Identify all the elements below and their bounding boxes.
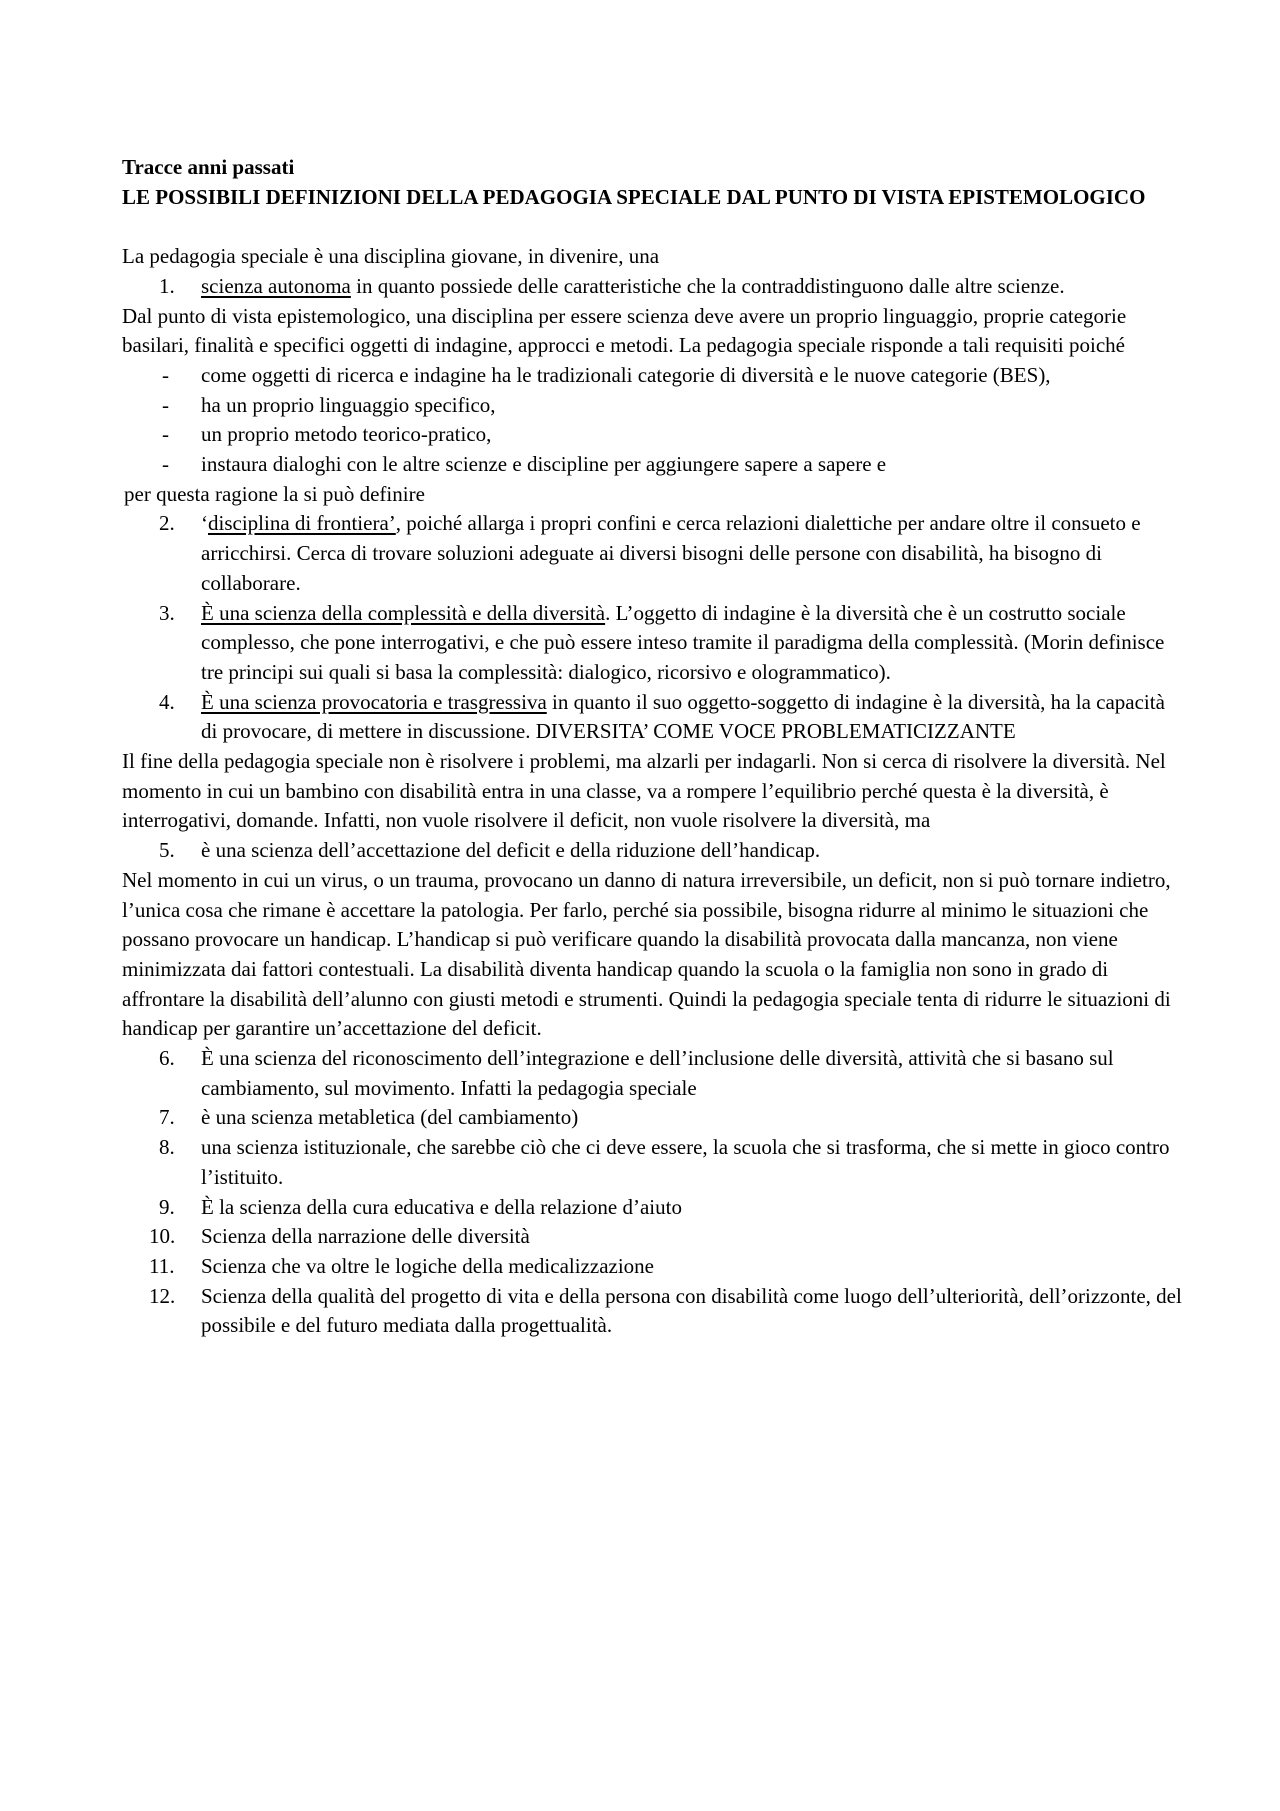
list-item-text: È la scienza della cura educativa e della relazione d’aiuto [201,1194,682,1219]
dash-item-text: instaura dialoghi con le altre scienze e discipline per aggiungere sapere a sapere e [201,452,887,477]
blank-line [122,212,1182,242]
paragraph-purpose: Il fine della pedagogia speciale non è risolvere i problemi, ma alzarli per indagarli. Non si cerca di risolvere la diversità. Nel momento in cui un bambino con disabilità entra in una classe, va a rompere l’equilibrio perché questa è la diversità, è interrogativi, domande. Infatti, non vuole risolvere il deficit, non vuole risolvere la diversità, ma [122,749,1166,833]
list-number: 1. [159,273,175,298]
list-number: 6. [159,1046,175,1071]
underlined-term: È una scienza provocatoria e trasgressiva [201,689,547,714]
list-number: 10. [149,1224,176,1249]
dash-list [122,361,1182,480]
dash-marker: - [162,392,169,417]
list-item-text: È una scienza del riconoscimento dell’integrazione e dell’inclusione delle diversità, attività che si basano sul cambiamento, sul movimento. Infatti la pedagogia speciale [201,1046,1114,1100]
list-item-12 [122,1282,1182,1341]
list-item-text: è una scienza metabletica (del cambiamento) [201,1105,579,1130]
dash-item-text: ha un proprio linguaggio specifico, [201,392,496,417]
dash-item [122,450,1182,480]
dash-marker: - [162,362,169,387]
document-title: LE POSSIBILI DEFINIZIONI DELLA PEDAGOGIA SPECIALE DAL PUNTO DI VISTA EPISTEMOLOGICO [122,184,1146,209]
list-item-3 [122,599,1182,688]
list-number: 3. [159,600,175,625]
list-item-text: Scienza della qualità del progetto di vita e della persona con disabilità come luogo dell’ulteriorità, dell’orizzonte, del possibile e del futuro mediata dalla progettualità. [201,1283,1182,1338]
list-item-text: una scienza istituzionale, che sarebbe ciò che ci deve essere, la scuola che si trasforma, che si mette in gioco contro l’istituito. [201,1135,1170,1189]
list-item-text: Scienza della narrazione delle diversità [201,1224,530,1249]
list-item-7 [122,1103,1182,1133]
underlined-term: scienza autonoma [201,273,351,298]
list-number: 7. [159,1105,175,1130]
list-item-1 [122,272,1182,302]
list-item-text: , poiché allarga i propri confini e cerca relazioni dialettiche per andare oltre il consueto e arricchirsi. Cerca di trovare soluzioni adeguate ai diversi bisogni delle persone con disabilità, ha bisogno di collaborare. [201,511,1141,595]
list-item-5 [122,836,1182,866]
list-item-text: in quanto il suo oggetto-soggetto di indagine è la diversità, ha la capacità di provocare, di mettere in discussione. DIVERSITA’ COME VOCE PROBLEMATICIZZANTE [201,689,1165,744]
list-item-8 [122,1133,1182,1192]
list-item-text: Scienza che va oltre le logiche della medicalizzazione [201,1254,655,1278]
list-number: 8. [159,1135,175,1160]
dash-item [122,420,1182,450]
paragraph-epistemology: Dal punto di vista epistemologico, una disciplina per essere scienza deve avere un proprio linguaggio, proprie categorie basilari, finalità e specifici oggetti di indagine, approcci e metodi. La pedagogia speciale risponde a tali requisiti poiché [122,303,1127,358]
dash-marker: - [162,452,169,477]
list-item-4 [122,688,1182,747]
numbered-list-tail [122,1044,1182,1341]
list-number: 9. [159,1194,175,1219]
list-number: 4. [159,689,175,714]
intro-paragraph: La pedagogia speciale è una disciplina giovane, in divenire, una [122,244,660,269]
paragraph-handicap: Nel momento in cui un virus, o un trauma, provocano un danno di natura irreversibile, un deficit, non si può tornare indietro, l’unica cosa che rimane è accettare la patologia. Per farlo, perché sia possibile, bisogna ridurre al minimo le situazioni che possano provocare un handicap. L’handicap si può verificare quando la disabilità provocata dalla mancanza, non viene minimizzata dai fattori contestuali. La disabilità diventa handicap quando la scuola o la famiglia non sono in grado di affrontare la disabilità dell’alunno con giusti metodi e strumenti. Quindi la pedagogia speciale tenta di ridurre le situazioni di handicap per garantire un’accettazione del deficit. [122,867,1171,1041]
document-page [122,153,1182,1341]
list-item-text: . L’oggetto di indagine è la diversità che è un costrutto sociale complesso, che pone interrogativi, e che può essere inteso tramite il paradigma della complessità. (Morin definisce tre principi sui quali si basa la complessità: dialogico, ricorsivo e ologrammatico). [201,600,1165,684]
list-number: 11. [149,1254,175,1278]
dash-item-text: come oggetti di ricerca e indagine ha le tradizionali categorie di diversità e le nuove categorie (BES), [201,362,1051,387]
underlined-term: disciplina di frontiera’ [208,511,396,536]
list-number: 5. [159,838,175,863]
underlined-term: È una scienza della complessità e della diversità [201,600,606,625]
opening-quote: ‘ [201,511,208,536]
list-item-6 [122,1044,1182,1103]
list-item-text: in quanto possiede delle caratteristiche che la contraddistinguono dalle altre scienze. [350,273,1065,298]
paragraph-definition: per questa ragione la si può definire [124,481,425,506]
list-item-9 [122,1193,1182,1223]
list-item-10 [122,1222,1182,1252]
list-item-11 [122,1252,1182,1282]
list-number: 2. [159,511,175,536]
list-item-text: è una scienza dell’accettazione del deficit e della riduzione dell’handicap. [201,838,821,863]
dash-item [122,391,1182,421]
document-subtitle: Tracce anni passati [122,155,295,179]
dash-item-text: un proprio metodo teorico-pratico, [201,422,492,447]
dash-item [122,361,1182,391]
list-number: 12. [149,1283,176,1308]
dash-marker: - [162,422,169,447]
list-item-2 [122,509,1182,598]
